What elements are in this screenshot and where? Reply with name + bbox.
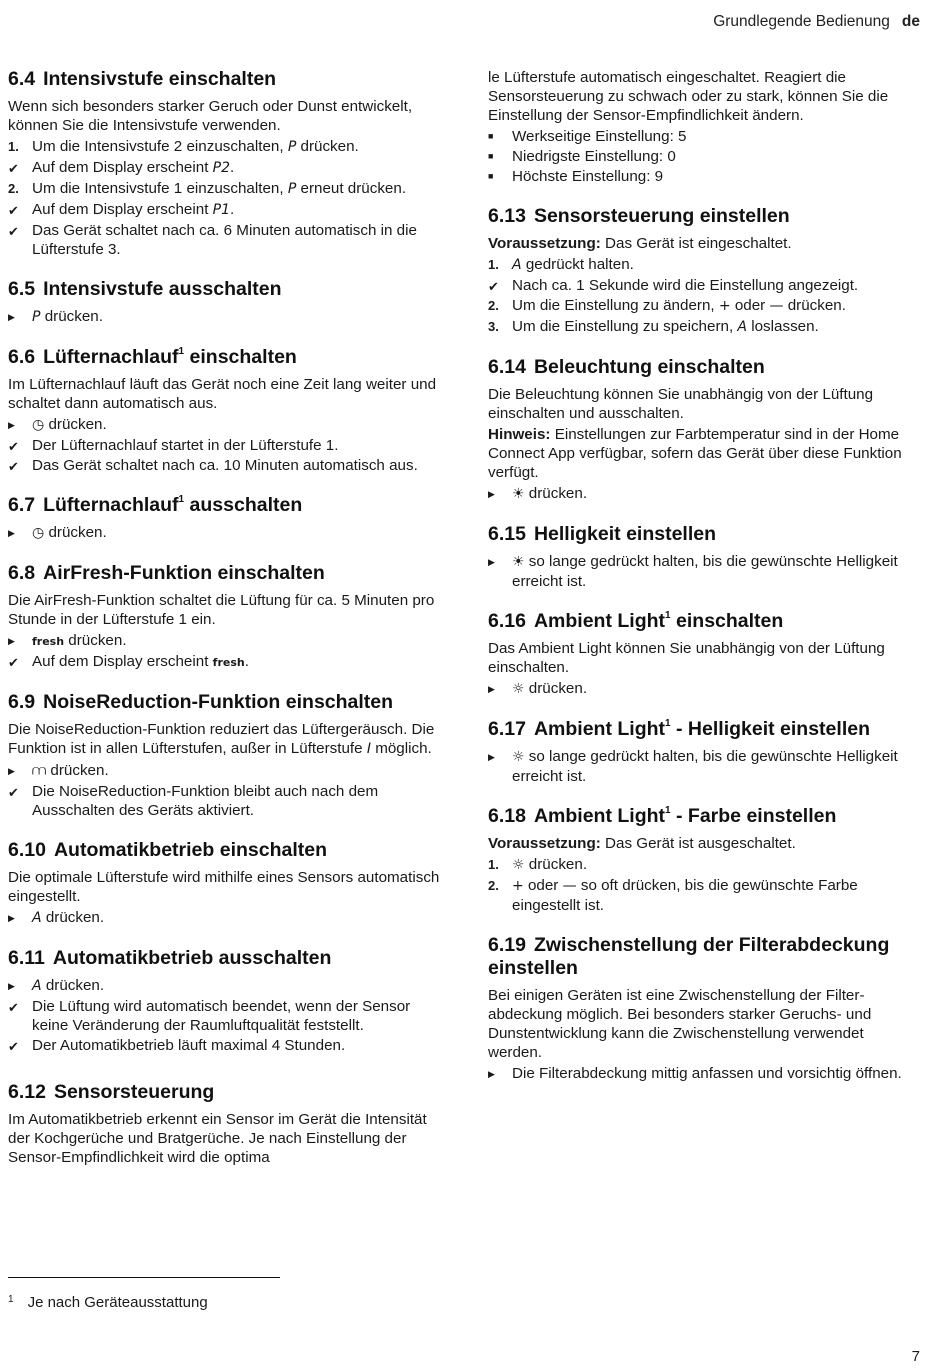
item-text: Höchste Einstellung: 9 — [512, 168, 664, 185]
item-text: so oft drücken, bis die gewünschte Farbe eingestellt ist. — [512, 877, 858, 914]
check-icon: ✔ — [8, 439, 19, 454]
section-6-5 — [8, 278, 440, 327]
section-title: Ambient Light — [533, 610, 666, 632]
bullet-list — [488, 127, 920, 186]
section-intro: Bei einigen Geräten ist eine Zwischenstellung der Filterabdeckung möglich. Bei besonders starker Geruchs- und Dunstentwicklung kann die Zwischenstellung verwendet werden. — [488, 987, 872, 1061]
prerequisite-label: Voraussetzung: — [488, 835, 601, 852]
list-item — [8, 436, 440, 455]
item-text: Auf dem Display erscheint — [32, 159, 209, 176]
hint-label: Hinweis: — [488, 426, 551, 443]
step-list — [8, 976, 440, 1055]
list-item — [8, 200, 440, 220]
item-text: oder — [734, 297, 766, 314]
plus-icon: + — [512, 878, 524, 894]
section-heading — [488, 205, 920, 228]
section-continuation: le Lüfterstufe automatisch eingeschaltet. Reagiert die Sensorsteuerung zu schwach oder zu stark, können Sie die Einstellung der Sensor-Empfindlichkeit ändern. — [488, 69, 889, 124]
step-list — [488, 747, 920, 786]
section-6-19 — [488, 934, 920, 1083]
section-6-8 — [8, 562, 440, 672]
section-intro: Im Automatikbetrieb erkennt ein Sensor im Gerät die Intensität der Kochgerüche und Bratgerüche. Je nach Einstellung der Sensor-Empfindlichkeit wird die optima — [8, 1111, 427, 1166]
footnote-ref: 1 — [178, 345, 185, 357]
running-header — [713, 12, 920, 31]
list-item — [8, 523, 440, 543]
item-text: loslassen. — [751, 318, 819, 335]
section-title: Intensivstufe einschalten — [43, 68, 277, 90]
section-title: Lüfternachlauf — [43, 494, 179, 516]
ambient-light-icon: ☼ — [512, 749, 525, 765]
item-text: drücken. — [50, 762, 109, 779]
light-icon: ☀ — [512, 554, 525, 570]
section-heading — [488, 718, 920, 741]
minus-icon: — — [769, 298, 784, 314]
step-list — [8, 523, 440, 543]
list-item — [8, 1036, 440, 1055]
right-column — [488, 68, 920, 1102]
list-item — [8, 179, 440, 199]
section-heading — [8, 562, 440, 585]
list-item — [488, 679, 920, 699]
check-icon: ✔ — [8, 785, 19, 800]
item-text: drücken. — [45, 977, 105, 994]
intro-text: möglich. — [375, 740, 432, 757]
section-6-12-continued — [488, 68, 920, 186]
item-text: drücken. — [528, 856, 588, 873]
section-6-14 — [488, 356, 920, 504]
step-list — [488, 255, 920, 337]
item-text: drücken. — [45, 909, 105, 926]
arrow-icon: ▶ — [8, 981, 15, 991]
list-item — [8, 908, 440, 928]
arrow-icon: ▶ — [488, 557, 495, 567]
arrow-icon: ▶ — [8, 636, 15, 646]
section-heading — [488, 610, 920, 633]
list-item — [8, 761, 440, 781]
item-text: . — [230, 159, 235, 176]
item-text: . — [230, 201, 235, 218]
section-number: 6.12 — [8, 1081, 46, 1103]
step-list — [488, 679, 920, 699]
section-6-4 — [8, 68, 440, 259]
item-text: so lange gedrückt halten, bis die gewünschte Helligkeit erreicht ist. — [512, 748, 898, 785]
list-item — [8, 997, 440, 1035]
section-number: 6.13 — [488, 205, 526, 227]
auto-button-icon: A — [512, 257, 522, 273]
list-item — [488, 855, 920, 875]
section-heading — [488, 805, 920, 828]
section-title: Sensorsteuerung einstellen — [533, 205, 790, 227]
item-text: . — [244, 653, 249, 670]
item-text: Werkseitige Einstellung: 5 — [512, 128, 687, 145]
fan-level-1-icon: I — [366, 741, 371, 757]
p-button-icon: P — [32, 309, 41, 325]
bullet-icon: ■ — [488, 151, 494, 161]
footnote-text: Je nach Geräteausstattung — [27, 1294, 208, 1311]
step-list — [8, 137, 440, 259]
list-item — [488, 317, 920, 337]
section-number: 6.8 — [8, 562, 36, 584]
section-title: Lüfternachlauf — [43, 346, 179, 368]
arrow-icon: ▶ — [8, 766, 15, 776]
section-heading — [8, 278, 440, 301]
step-list — [8, 761, 440, 820]
section-number: 6.15 — [488, 523, 526, 545]
section-title: einschalten — [189, 346, 297, 368]
item-text: Die NoiseReduction-Funktion bleibt auch nach dem Ausschalten des Geräts aktiviert. — [32, 783, 379, 819]
item-text: Um die Einstellung zu speichern, — [512, 318, 734, 335]
list-item — [8, 782, 440, 820]
list-item — [8, 631, 440, 651]
hint-text: Einstellungen zur Farbtemperatur sind in der Home Connect App verfügbar, sofern das Gerät über diese Funktion verfügt. — [488, 426, 902, 481]
prerequisite-label: Voraussetzung: — [488, 235, 601, 252]
item-text: Um die Einstellung zu ändern, — [512, 297, 715, 314]
hint — [488, 425, 920, 482]
section-intro — [8, 720, 440, 759]
section-number: 6.6 — [8, 346, 36, 368]
prerequisite-text: Das Gerät ist ausgeschaltet. — [605, 835, 796, 852]
section-title: Automatikbetrieb ausschalten — [52, 947, 332, 969]
header-title: Grundlegende Bedienung — [713, 13, 890, 30]
section-number: 6.17 — [488, 718, 526, 740]
arrow-icon: ▶ — [488, 1069, 495, 1079]
arrow-icon: ▶ — [8, 420, 15, 430]
arrow-icon: ▶ — [8, 913, 15, 923]
item-text: erneut drücken. — [300, 180, 407, 197]
section-6-17 — [488, 718, 920, 786]
step-list — [8, 631, 440, 672]
p-button-icon: P — [287, 181, 297, 197]
section-number: 6.9 — [8, 691, 36, 713]
section-6-6 — [8, 346, 440, 475]
section-heading — [8, 839, 440, 862]
prerequisite-text: Das Gerät ist eingeschaltet. — [605, 235, 792, 252]
list-item — [488, 127, 920, 146]
footnote-number: 1 — [8, 1294, 14, 1305]
section-heading — [488, 934, 920, 980]
minus-icon: — — [562, 878, 577, 894]
list-item — [488, 147, 920, 166]
list-item — [488, 552, 920, 591]
check-icon: ✔ — [8, 459, 19, 474]
arrow-icon: ▶ — [8, 312, 15, 322]
section-number: 6.7 — [8, 494, 36, 516]
list-item — [488, 876, 920, 915]
section-number: 6.19 — [488, 934, 526, 956]
arrow-icon: ▶ — [8, 528, 15, 538]
section-title: AirFresh-Funktion einschalten — [43, 562, 325, 584]
check-icon: ✔ — [8, 655, 19, 670]
step-list — [8, 908, 440, 928]
noise-reduction-icon: ⩋ — [32, 763, 47, 779]
section-number: 6.16 — [488, 610, 526, 632]
check-icon: ✔ — [8, 203, 19, 218]
list-item — [488, 167, 920, 186]
display-p2-icon: P2 — [212, 160, 231, 176]
list-item — [488, 484, 920, 504]
left-column — [8, 68, 440, 1186]
item-text: Um die Intensivstufe 2 einzuschalten, — [32, 138, 284, 155]
footnote — [8, 1293, 208, 1314]
bullet-icon: ■ — [488, 171, 494, 181]
item-text: gedrückt halten. — [525, 256, 634, 273]
check-icon: ✔ — [8, 224, 19, 239]
step-number: 2. — [488, 298, 499, 313]
section-6-16 — [488, 610, 920, 699]
step-number: 3. — [488, 319, 499, 334]
list-item — [8, 307, 440, 327]
section-intro: Die AirFresh-Funktion schaltet die Lüftung für ca. 5 Minuten pro Stunde in der Lüfterstufe 1 ein. — [8, 592, 435, 628]
item-text: Das Gerät schaltet nach ca. 10 Minuten automatisch aus. — [32, 457, 418, 474]
section-number: 6.5 — [8, 278, 36, 300]
section-title: Ambient Light — [533, 718, 666, 740]
item-text: Auf dem Display erscheint — [32, 201, 209, 218]
section-number: 6.18 — [488, 805, 526, 827]
step-list — [8, 307, 440, 327]
item-text: Niedrigste Einstellung: 0 — [512, 148, 676, 165]
section-heading — [8, 1081, 440, 1104]
item-text: Auf dem Display erscheint — [32, 653, 209, 670]
step-list — [488, 552, 920, 591]
check-icon: ✔ — [8, 161, 19, 176]
step-list — [488, 855, 920, 915]
step-number: 2. — [488, 878, 499, 893]
section-title: - Helligkeit einstellen — [676, 718, 870, 740]
section-6-7 — [8, 494, 440, 543]
list-item — [8, 456, 440, 475]
check-icon: ✔ — [8, 1039, 19, 1054]
item-text: oder — [527, 877, 559, 894]
step-number: 1. — [8, 139, 19, 154]
step-list — [488, 484, 920, 504]
item-text: Der Automatikbetrieb läuft maximal 4 Stunden. — [32, 1037, 346, 1054]
footnote-ref: 1 — [665, 717, 671, 729]
arrow-icon: ▶ — [488, 752, 495, 762]
step-list — [8, 415, 440, 475]
list-item — [488, 1064, 920, 1083]
item-text: drücken. — [48, 416, 107, 433]
section-heading — [8, 68, 440, 91]
section-heading — [488, 523, 920, 546]
list-item — [488, 296, 920, 316]
light-icon: ☀ — [512, 486, 525, 502]
item-text: Das Gerät schaltet nach ca. 6 Minuten automatisch in die Lüfterstufe 3. — [32, 222, 417, 258]
intro-text: Die NoiseReduction-Funktion reduziert das Lüftergeräusch. Die Funktion ist in allen Lüfterstufen, außer in Lüfterstufe — [8, 721, 435, 757]
auto-button-icon: A — [737, 319, 747, 335]
fresh-button-icon: fresh — [32, 635, 65, 648]
section-title: einschalten — [676, 610, 784, 632]
section-6-9 — [8, 691, 440, 820]
step-number: 1. — [488, 257, 499, 272]
check-icon: ✔ — [8, 1000, 19, 1015]
section-title: Automatikbetrieb einschalten — [53, 839, 328, 861]
section-heading — [8, 947, 440, 970]
section-title: Helligkeit einstellen — [533, 523, 717, 545]
page-number: 7 — [911, 1348, 920, 1365]
p-button-icon: P — [287, 139, 297, 155]
arrow-icon: ▶ — [488, 489, 495, 499]
item-text: drücken. — [68, 632, 127, 649]
list-item — [8, 652, 440, 672]
section-intro: Die optimale Lüfterstufe wird mithilfe eines Sensors automatisch eingestellt. — [8, 869, 440, 905]
section-title: Beleuchtung einschalten — [533, 356, 765, 378]
list-item — [488, 747, 920, 786]
section-title: Sensorsteuerung — [53, 1081, 215, 1103]
section-6-11 — [8, 947, 440, 1055]
footnote-ref: 1 — [665, 804, 671, 816]
ambient-light-icon: ☼ — [512, 857, 525, 873]
section-intro: Wenn sich besonders starker Geruch oder Dunst entwickelt, können Sie die Intensivstufe verwenden. — [8, 98, 413, 134]
section-6-12 — [8, 1081, 440, 1167]
section-title: NoiseReduction-Funktion einschalten — [43, 691, 394, 713]
list-item — [8, 221, 440, 259]
section-intro: Im Lüfternachlauf läuft das Gerät noch eine Zeit lang weiter und schaltet dann automatisch aus. — [8, 376, 437, 412]
section-6-10 — [8, 839, 440, 928]
display-p1-icon: P1 — [212, 202, 231, 218]
list-item — [488, 276, 920, 295]
auto-button-icon: A — [32, 910, 42, 926]
prerequisite — [488, 834, 920, 853]
item-text: drücken. — [528, 680, 588, 697]
section-number: 6.14 — [488, 356, 526, 378]
item-text: drücken. — [300, 138, 359, 155]
section-heading — [8, 346, 440, 369]
section-heading — [8, 494, 440, 517]
footnote-ref: 1 — [665, 609, 671, 621]
ambient-light-icon: ☼ — [512, 681, 525, 697]
section-title: - Farbe einstellen — [676, 805, 837, 827]
step-number: 1. — [488, 857, 499, 872]
footnote-divider — [8, 1277, 280, 1278]
section-heading — [8, 691, 440, 714]
timer-icon: ◷ — [32, 525, 45, 541]
item-text: Die Filterabdeckung mittig anfassen und vorsichtig öffnen. — [512, 1065, 902, 1082]
item-text: drücken. — [44, 308, 103, 325]
list-item — [8, 976, 440, 996]
section-title: Ambient Light — [533, 805, 666, 827]
display-fresh-icon: fresh — [212, 656, 245, 669]
section-number: 6.4 — [8, 68, 36, 90]
section-number: 6.10 — [8, 839, 46, 861]
section-heading — [488, 356, 920, 379]
section-number: 6.11 — [8, 947, 45, 969]
section-6-18 — [488, 805, 920, 915]
header-language: de — [901, 13, 920, 30]
step-list — [488, 1064, 920, 1083]
arrow-icon: ▶ — [488, 684, 495, 694]
prerequisite — [488, 234, 920, 253]
list-item — [8, 137, 440, 157]
section-title: ausschalten — [189, 494, 303, 516]
section-title: Intensivstufe ausschalten — [43, 278, 282, 300]
footnote-ref: 1 — [178, 493, 185, 505]
item-text: drücken. — [787, 297, 846, 314]
item-text: Nach ca. 1 Sekunde wird die Einstellung angezeigt. — [512, 277, 859, 294]
auto-button-icon: A — [32, 978, 42, 994]
item-text: drücken. — [528, 485, 588, 502]
item-text: Um die Intensivstufe 1 einzuschalten, — [32, 180, 284, 197]
list-item — [8, 415, 440, 435]
item-text: drücken. — [48, 524, 107, 541]
check-icon: ✔ — [488, 279, 499, 294]
section-6-15 — [488, 523, 920, 591]
section-intro: Die Beleuchtung können Sie unabhängig von der Lüftung einschalten und ausschalten. — [488, 386, 874, 422]
item-text: Die Lüftung wird automatisch beendet, wenn der Sensor keine Veränderung der Raumluftqualität feststellt. — [32, 998, 411, 1034]
section-title: Zwischenstellung der Filterabdeckung einstellen — [488, 934, 890, 979]
step-number: 2. — [8, 181, 19, 196]
bullet-icon: ■ — [488, 131, 494, 141]
list-item — [8, 158, 440, 178]
item-text: Der Lüfternachlauf startet in der Lüfterstufe 1. — [32, 437, 339, 454]
timer-icon: ◷ — [32, 417, 45, 433]
item-text: so lange gedrückt halten, bis die gewünschte Helligkeit erreicht ist. — [512, 553, 898, 590]
plus-icon: + — [718, 298, 731, 314]
section-6-13 — [488, 205, 920, 337]
section-intro: Das Ambient Light können Sie unabhängig von der Lüftung einschalten. — [488, 640, 885, 676]
list-item — [488, 255, 920, 275]
